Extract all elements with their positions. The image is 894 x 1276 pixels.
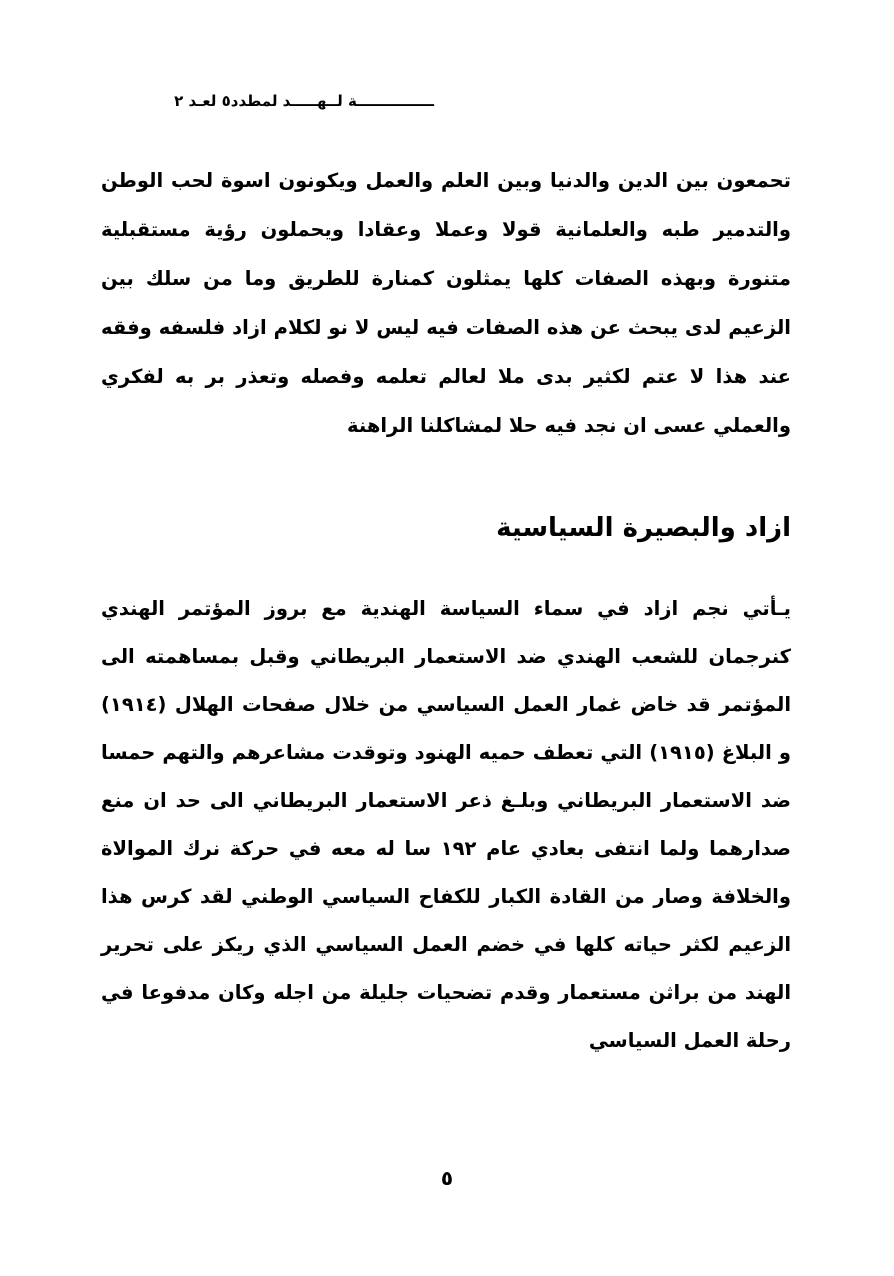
section-heading: ازاد والبصيرة السياسية — [496, 513, 791, 543]
body-paragraph-2: يـأتي نجم ازاد في سماء السياسة الهندية مع بروز المؤتمر الهندي كنرجمان للشعب الهندي ضد الاستعمار البريطاني وقبل بمساهمته الى المؤتمر قد خاض غمار العمل السياسي من خلال صفحات الهلال (١٩١٤) و البلاغ (١٩١٥) التي تعطف حميه الهنود وتوقدت مشاعرهم والتهم حمسا ضد الاستعمار البريطاني وبلـغ ذعر الاستعمار البريطاني الى حد ان منع صدارهما ولما انتفى بعادي عام ١٩٢ سا له معه في حركة نرك الموالاة والخلافة وصار من القادة الكبار للكفاح السياسي الوطني لقد كرس هذا الزعيم لكثر حياته كلها في خضم العمل السياسي الذي ريكز على تحرير الهند من براثن مستعمار وقدم تضحيات جليلة من اجله وكان مدفوعا في رحلة العمل السياسي — [101, 597, 791, 1052]
body-paragraph-2-block — [101, 585, 791, 1065]
page-number: ٥ — [440, 1166, 454, 1190]
body-paragraph-1: تحمعون بين الدين والدنيا وبين العلم والعمل ويكونون اسوة لحب الوطن والتدمير طبه والعلمانية قولا وعملا وعقادا ويحملون رؤية مستقبلية متنورة وبهذه الصفات كلها يمثلون كمنارة للطريق وما من سلك بين الزعيم لدى يبحث عن هذه الصفات فيه ليس لا نو لكلام ازاد فلسفه وفقه عند هذا لا عتم لكثير بدى ملا لعالم تعلمه وفصله وتعذر بر به لفكري والعملي عسى ان نجد فيه حلا لمشاكلنا الراهنة — [101, 169, 791, 437]
body-paragraph-1-block — [101, 156, 791, 450]
running-header: ـــــــــــــــة لــهـــــد لمطدد٥ لعـد ٢ — [174, 92, 434, 110]
